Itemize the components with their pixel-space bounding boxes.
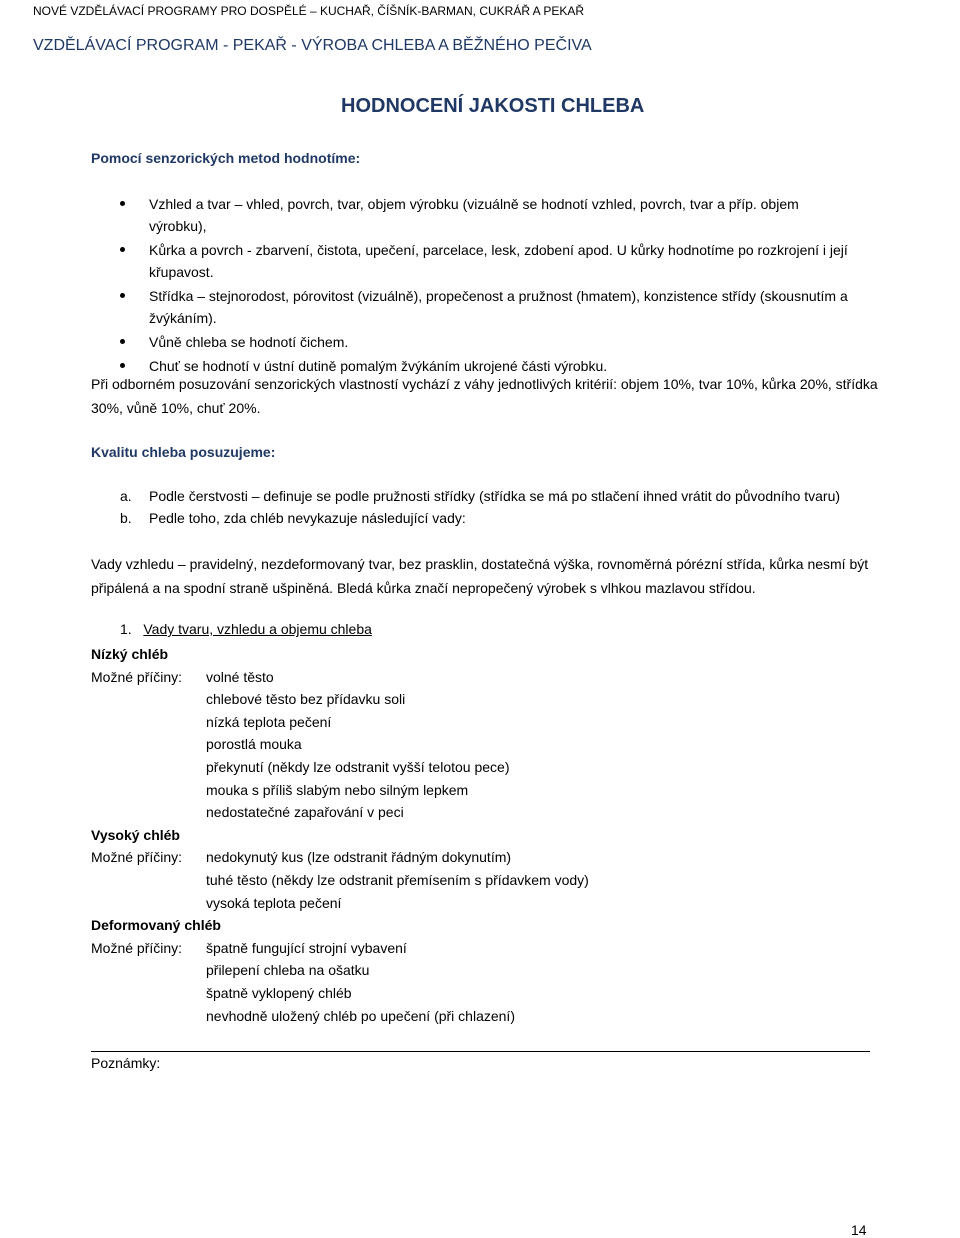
cause-row: nízká teplota pečení [206,713,332,730]
cause-row: nevhodně uložený chléb po upečení (při chlazení) [206,1007,515,1024]
cause-row: mouka s příliš slabým nebo silným lepkem [206,781,469,798]
weights-paragraph: Při odborném posuzování senzorických vlastností vychází z váhy jednotlivých kritérií: objem 10%, tvar 10%, kůrka 20%, střídka 30%, vůně 10%, chuť 20%. [91,376,878,416]
bullet-icon [120,363,125,368]
item-text: Podle čerstvosti – definuje se podle pružnosti střídky (střídka se má po stlačení ihned vrátit do původního tvaru) [149,488,841,504]
program-header: VZDĚLÁVACÍ PROGRAM - PEKAŘ - VÝROBA CHLEBA A BĚŽNÉHO PEČIVA [33,37,592,54]
list-item: Kůrka a povrch - zbarvení, čistota, upečení, parcelace, lesk, zdobení apod. U kůrky hodnotíme po rozkrojení i její křupavost. [120,239,860,283]
quality-list [120,485,860,529]
causes-label: Možné příčiny: [91,849,183,866]
bullet-icon [120,293,125,298]
item-label: a. [120,488,132,504]
defects-list [91,643,589,1027]
notes-divider [91,1051,870,1052]
bullet-icon [120,339,125,344]
group-title: Vysoký chléb [91,826,180,843]
causes-label: Možné příčiny: [91,668,183,685]
cause-row: Možné příčiny: špatně fungující strojní vybavení [91,937,221,960]
page-title: HODNOCENÍ JAKOSTI CHLEBA [341,95,645,117]
cause-row: nedostatečné zapařování v peci [206,804,404,821]
cause-row: špatně vyklopený chléb [206,984,352,1001]
cause-row: Možné příčiny: nedokynutý kus (lze odstranit řádným dokynutím) [91,846,221,869]
page-number: 14 [851,1222,867,1238]
item-label: b. [120,510,132,526]
defects-paragraph: Vady vzhledu – pravidelný, nezdeformovaný tvar, bez prasklin, dostatečná výška, rovnoměrná pórézní střída, kůrka nesmí být připálená a na spodní straně ušpiněná. Bledá kůrka značí nepropečený výrobek s vlhkou mazlavou střídou. [91,556,869,596]
cause-row: chlebové těsto bez přídavku soli [206,691,406,708]
causes-label: Možné příčiny: [91,939,183,956]
list-item [120,485,860,507]
section-title [120,621,372,637]
cause-row: vysoká teplota pečení [206,894,342,911]
cause-row: Možné příčiny: volné těsto [91,666,221,689]
notes-label: Poznámky: [91,1055,161,1071]
quality-heading: Kvalitu chleba posuzujeme: [91,444,276,460]
list-item: Chuť se hodnotí v ústní dutině pomalým žvýkáním ukrojené části výrobku. [120,355,860,377]
document-series-header: NOVÉ VZDĚLÁVACÍ PROGRAMY PRO DOSPĚLÉ – KUCHAŘ, ČÍŠNÍK-BARMAN, CUKRÁŘ A PEKAŘ [33,4,585,18]
list-item: Vůně chleba se hodnotí čichem. [120,331,860,353]
group-title: Nízký chléb [91,646,169,662]
group-title: Deformovaný chléb [91,917,221,934]
cause-row: překynutí (někdy lze odstranit vyšší telotou pece) [206,758,510,775]
list-item: Vzhled a tvar – vhled, povrch, tvar, objem výrobku (vizuálně se hodnotí vzhled, povrch, tvar a příp. objem výrobku), [120,193,860,237]
list-item [120,507,860,529]
section-heading: Vady tvaru, vzhledu a objemu chleba [143,621,372,637]
cause-row: porostlá mouka [206,736,302,753]
bullet-icon [120,201,125,206]
list-item: Střídka – stejnorodost, pórovitost (vizuálně), propečenost a pružnost (hmatem), konzistence střídy (skousnutím a žvýkáním). [120,285,860,329]
bullet-icon [120,247,125,252]
item-text: Pedle toho, zda chléb nevykazuje následující vady: [149,510,466,526]
section-number: 1. [120,621,132,637]
cause-row: přilepení chleba na ošatku [206,962,370,979]
criteria-list [120,193,860,379]
intro-heading: Pomocí senzorických metod hodnotíme: [91,150,361,166]
cause-row: tuhé těsto (někdy lze odstranit přemísením s přídavkem vody) [206,871,589,888]
